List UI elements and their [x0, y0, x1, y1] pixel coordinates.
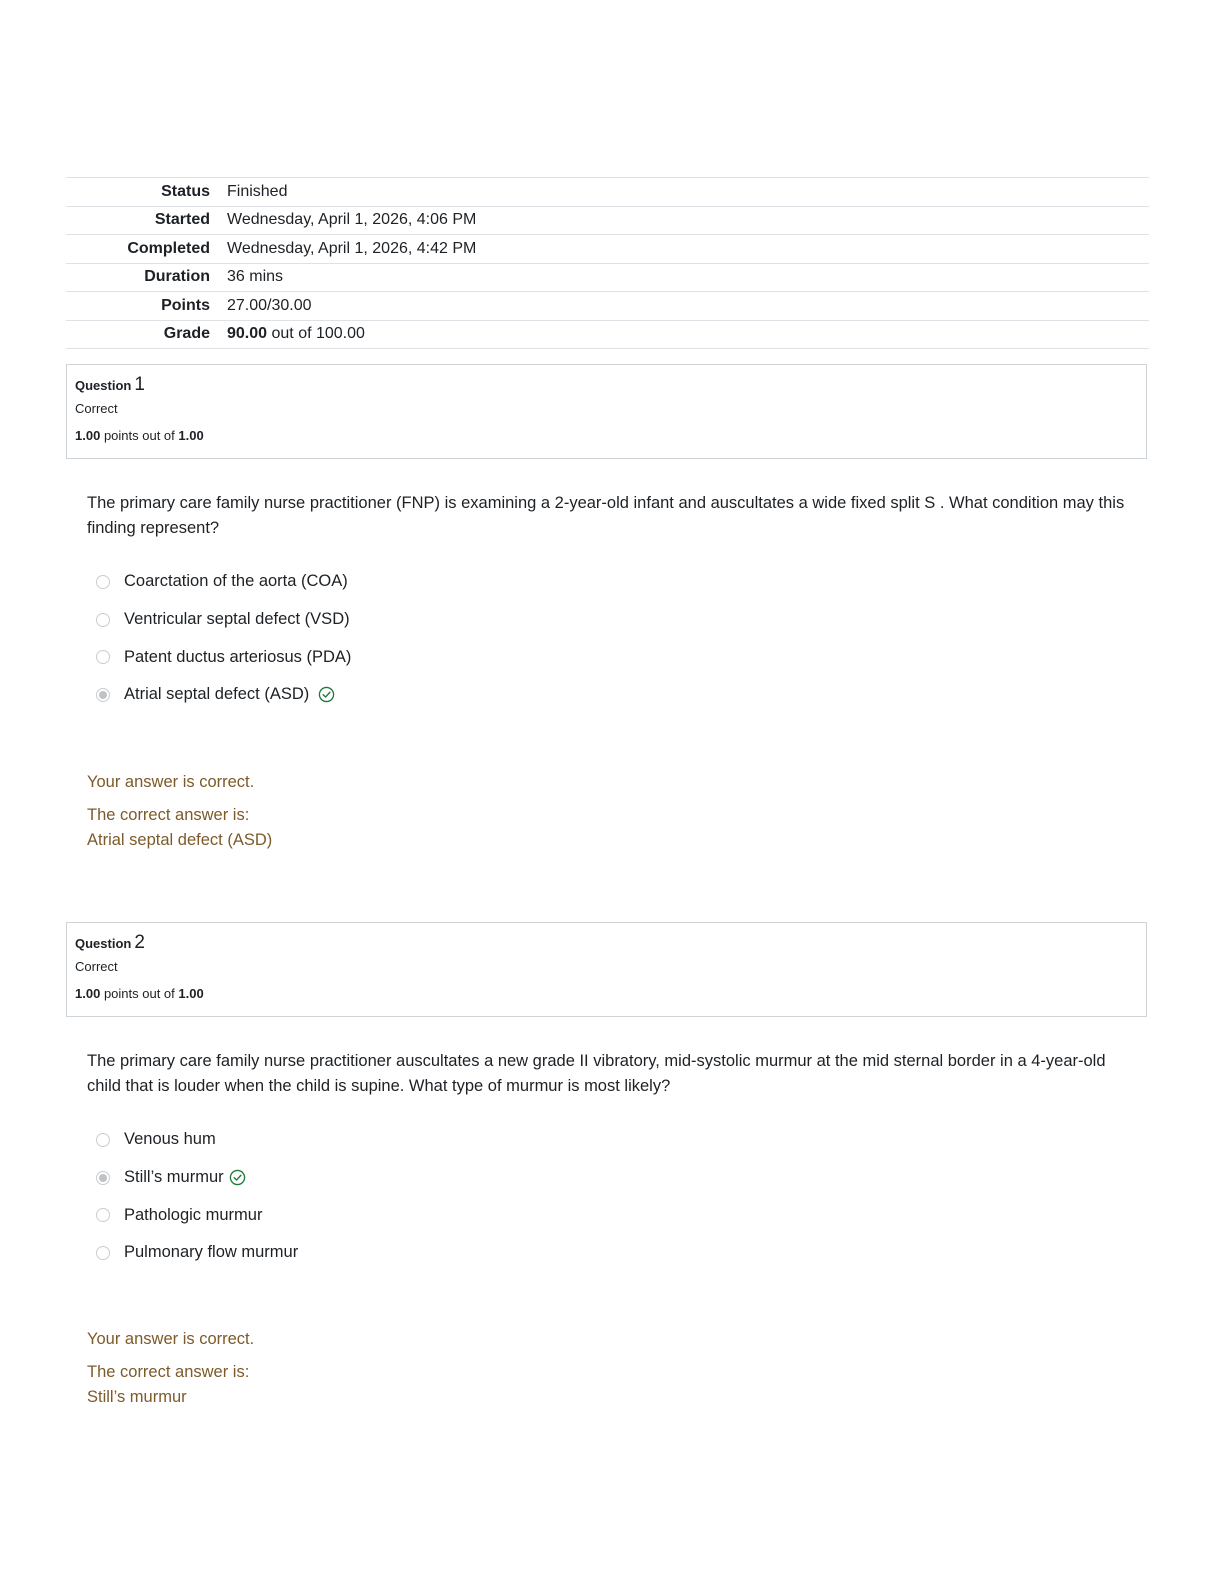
answer-option[interactable] — [96, 638, 696, 676]
radio-button[interactable] — [96, 650, 110, 664]
answer-option-selected[interactable] — [96, 1159, 696, 1197]
answer-option[interactable] — [96, 1121, 696, 1159]
radio-button[interactable] — [96, 1208, 110, 1222]
grade-out-of: out of 100.00 — [271, 325, 365, 343]
points-text: points out of — [103, 986, 175, 1001]
feedback-correct-label: The correct answer is: — [87, 1363, 250, 1381]
question-state: Correct — [75, 401, 118, 416]
answer-label: Pathologic murmur — [124, 1205, 263, 1224]
points-earned: 1.00 — [75, 428, 101, 443]
question-state: Correct — [75, 959, 118, 974]
summary-value: 36 mins — [227, 268, 284, 286]
summary-value: Finished — [227, 182, 288, 200]
summary-row-status — [66, 178, 1149, 207]
radio-button-checked[interactable] — [96, 1171, 110, 1185]
points-text: points out of — [103, 428, 175, 443]
points-max: 1.00 — [178, 986, 204, 1001]
answer-label: Venous hum — [124, 1130, 216, 1149]
question-feedback — [87, 1327, 254, 1410]
question-grade — [75, 428, 1138, 443]
summary-label: Started — [154, 211, 210, 229]
attempt-summary-table — [66, 177, 1149, 349]
answer-option[interactable] — [96, 563, 696, 601]
summary-value — [224, 325, 365, 343]
grade-score: 90.00 — [227, 325, 268, 343]
question-label: Question — [75, 378, 132, 393]
question-info-box — [66, 922, 1147, 1017]
summary-label: Duration — [144, 268, 210, 286]
question-number — [75, 373, 1138, 397]
question-number — [75, 931, 1138, 955]
feedback-correct-label: The correct answer is: — [87, 806, 250, 824]
answer-option[interactable] — [96, 1196, 696, 1234]
answer-label: Still’s murmur — [124, 1168, 224, 1187]
feedback-result: Your answer is correct. — [87, 773, 255, 791]
check-circle-icon — [318, 686, 335, 703]
answer-label: Coarctation of the aorta (COA) — [124, 572, 348, 591]
points-max: 1.00 — [178, 428, 204, 443]
radio-button[interactable] — [96, 1246, 110, 1260]
summary-label: Completed — [127, 239, 210, 257]
answer-label: Atrial septal defect (ASD) — [124, 685, 310, 704]
summary-row-points — [66, 292, 1149, 321]
feedback-result: Your answer is correct. — [87, 1330, 255, 1348]
summary-row-grade — [66, 321, 1149, 350]
answer-label: Pulmonary flow murmur — [124, 1243, 299, 1262]
summary-row-duration — [66, 264, 1149, 293]
answer-options — [96, 563, 696, 714]
summary-value: Wednesday, April 1, 2026, 4:42 PM — [227, 239, 477, 257]
feedback-correct-answer: Still’s murmur — [87, 1388, 187, 1406]
radio-button[interactable] — [96, 575, 110, 589]
summary-row-completed — [66, 235, 1149, 264]
question-info-box — [66, 364, 1147, 459]
summary-value: Wednesday, April 1, 2026, 4:06 PM — [227, 211, 477, 229]
question-text: The primary care family nurse practitioner auscultates a new grade II vibratory, mid-systolic murmur at the mid sternal border in a 4-year-old child that is louder when the child is supine. What type of murmur is most likely? — [87, 1052, 1106, 1095]
answer-option-selected[interactable] — [96, 676, 696, 714]
question-feedback — [87, 770, 272, 853]
answer-option[interactable] — [96, 1234, 696, 1272]
summary-label: Grade — [163, 325, 210, 343]
question-text: The primary care family nurse practitioner (FNP) is examining a 2-year-old infant and auscultates a wide fixed split S . What condition may this finding represent? — [87, 494, 1125, 537]
answer-label: Patent ductus arteriosus (PDA) — [124, 647, 352, 666]
radio-button-checked[interactable] — [96, 688, 110, 702]
question-number-value: 2 — [134, 932, 145, 953]
question-number-value: 1 — [134, 374, 145, 395]
radio-button[interactable] — [96, 613, 110, 627]
radio-button[interactable] — [96, 1133, 110, 1147]
feedback-correct-answer: Atrial septal defect (ASD) — [87, 831, 273, 849]
answer-label: Ventricular septal defect (VSD) — [124, 610, 350, 629]
summary-value: 27.00/30.00 — [227, 296, 312, 314]
summary-label: Status — [161, 182, 210, 200]
summary-label: Points — [161, 296, 210, 314]
question-grade — [75, 986, 1138, 1001]
points-earned: 1.00 — [75, 986, 101, 1001]
check-circle-icon — [229, 1169, 246, 1186]
answer-option[interactable] — [96, 601, 696, 639]
question-label: Question — [75, 936, 132, 951]
summary-row-started — [66, 207, 1149, 236]
answer-options — [96, 1121, 696, 1272]
